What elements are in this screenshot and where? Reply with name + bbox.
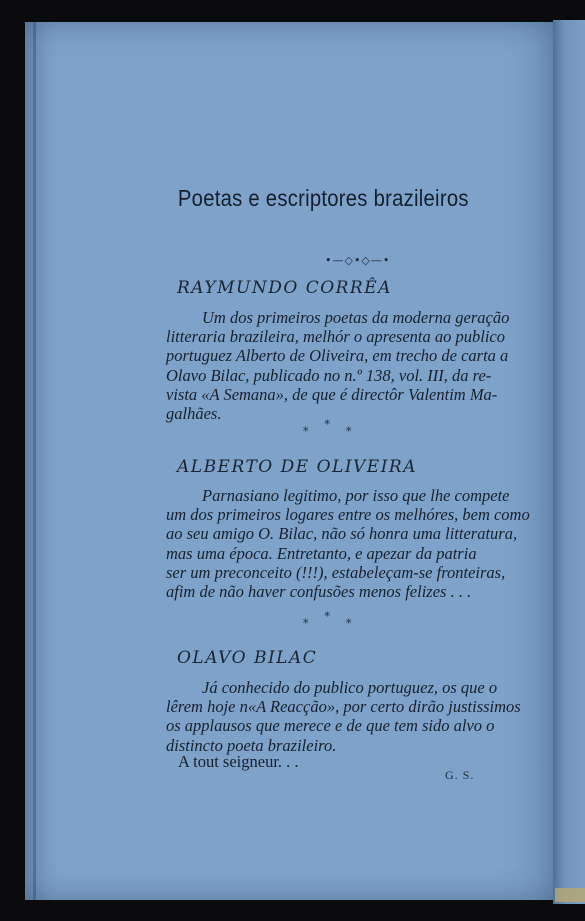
paragraph-line: ser um preconceito (!!!), estabeleçam-se fronteiras,	[166, 562, 506, 582]
section-paragraph-olavo-bilac	[166, 678, 526, 755]
paragraph-line: ao seu amigo O. Bilac, não só honra uma litteratura,	[166, 524, 518, 544]
paragraph-line: lêrem hoje n«A Reacção», por certo dirão justissimos	[166, 697, 521, 717]
section-paragraph-alberto-de-oliveira	[166, 486, 530, 602]
paragraph-line: afim de não haver confusões menos felizes . . .	[166, 582, 472, 602]
paragraph-line: Já conhecido do publico portuguez, os que o	[202, 678, 498, 697]
author-signature: G. S.	[445, 768, 475, 782]
paragraph-line: Um dos primeiros poetas da moderna geração	[202, 308, 510, 327]
title-ornament: •—◇•◇—•	[325, 254, 391, 267]
paragraph-line: os applausos que merece e de que tem sido alvo o	[166, 716, 495, 736]
asterism-star: *	[324, 610, 330, 623]
page-corner-stain	[555, 888, 585, 902]
next-page-edge	[553, 20, 585, 904]
asterism-star: *	[324, 418, 330, 431]
paragraph-line: portuguez Alberto de Oliveira, em trecho de carta a	[166, 346, 509, 366]
page-title: Poetas e escriptores brazileiros	[177, 185, 469, 211]
closing-phrase: A tout seigneur. . .	[178, 752, 299, 771]
paragraph-line: um dos primeiros logares entre os melhóres, bem como	[166, 505, 530, 525]
paragraph-line: galhães.	[166, 404, 222, 424]
section-paragraph-raymundo-correa	[166, 308, 526, 423]
section-heading-raymundo-correa: RAYMUNDO CORRÊA	[177, 278, 392, 298]
asterism-star: *	[346, 617, 352, 630]
binding-shadow	[33, 22, 36, 900]
asterism-star: *	[303, 425, 309, 438]
paragraph-line: mas uma época. Entretanto, e apezar da patria	[166, 543, 477, 563]
section-divider-asterism	[295, 610, 360, 630]
asterism-star: *	[346, 425, 352, 438]
paragraph-line: vista «A Semana», de que é directôr Valentim Ma-	[166, 384, 498, 404]
paragraph-line: Parnasiano legitimo, por isso que lhe compete	[202, 486, 510, 505]
paragraph-line: litteraria brazileira, melhór o apresenta ao publico	[166, 327, 505, 347]
paragraph-line: distincto poeta brazileiro.	[166, 735, 337, 755]
blue-paper-page	[25, 22, 553, 900]
section-heading-alberto-de-oliveira: ALBERTO DE OLIVEIRA	[177, 457, 418, 477]
asterism-star: *	[303, 617, 309, 630]
section-heading-olavo-bilac: OLAVO BILAC	[177, 648, 318, 668]
section-divider-asterism	[295, 418, 360, 438]
paragraph-line: Olavo Bilac, publicado no n.º 138, vol. III, da re-	[166, 365, 492, 385]
